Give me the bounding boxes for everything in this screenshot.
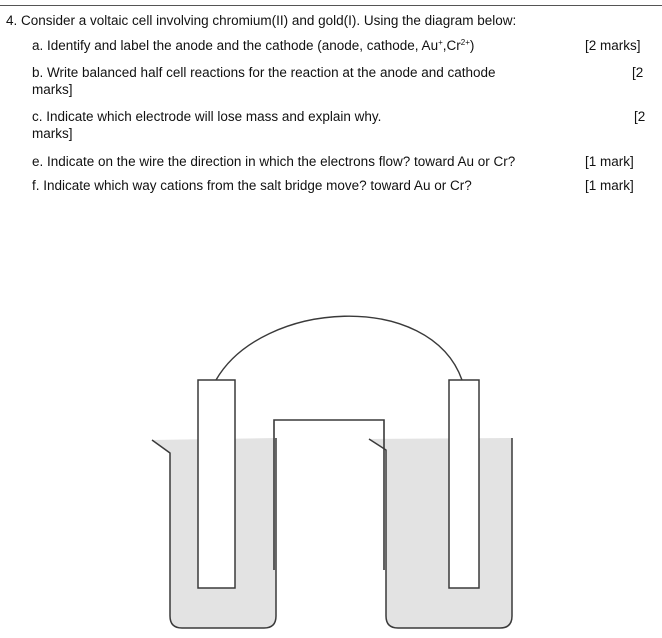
part-a-marks: [2 marks] xyxy=(585,38,641,53)
part-b-line1: b. Write balanced half cell reactions for the reaction at the anode and cathode xyxy=(32,65,496,80)
part-a-suffix: ) xyxy=(469,38,475,53)
left-electrode xyxy=(198,380,235,588)
right-electrode xyxy=(449,380,479,588)
part-f-marks: [1 mark] xyxy=(585,178,634,193)
part-b-marks: [2 xyxy=(632,65,644,80)
part-a-prefix: a. Identify and label the anode and the cathode (anode, cathode, Au xyxy=(32,38,439,53)
part-c-marks: [2 xyxy=(634,109,646,124)
part-b-line2: marks] xyxy=(32,82,73,97)
au-charge: + xyxy=(438,38,443,47)
part-c-line1: c. Indicate which electrode will lose mass and explain why. xyxy=(32,109,382,124)
external-wire xyxy=(216,316,462,380)
part-c-line2: marks] xyxy=(32,126,73,141)
part-e-marks: [1 mark] xyxy=(585,154,634,169)
right-beaker xyxy=(369,438,512,628)
part-e-text: e. Indicate on the wire the direction in which the electrons flow? toward Au or Cr? xyxy=(32,154,516,169)
question-intro: 4. Consider a voltaic cell involving chromium(II) and gold(I). Using the diagram below: xyxy=(6,13,517,28)
part-f-text: f. Indicate which way cations from the salt bridge move? toward Au or Cr? xyxy=(32,178,472,193)
part-a-mid: ,Cr xyxy=(442,38,461,53)
cr-charge: 2+ xyxy=(460,38,470,47)
salt-bridge xyxy=(274,420,384,570)
